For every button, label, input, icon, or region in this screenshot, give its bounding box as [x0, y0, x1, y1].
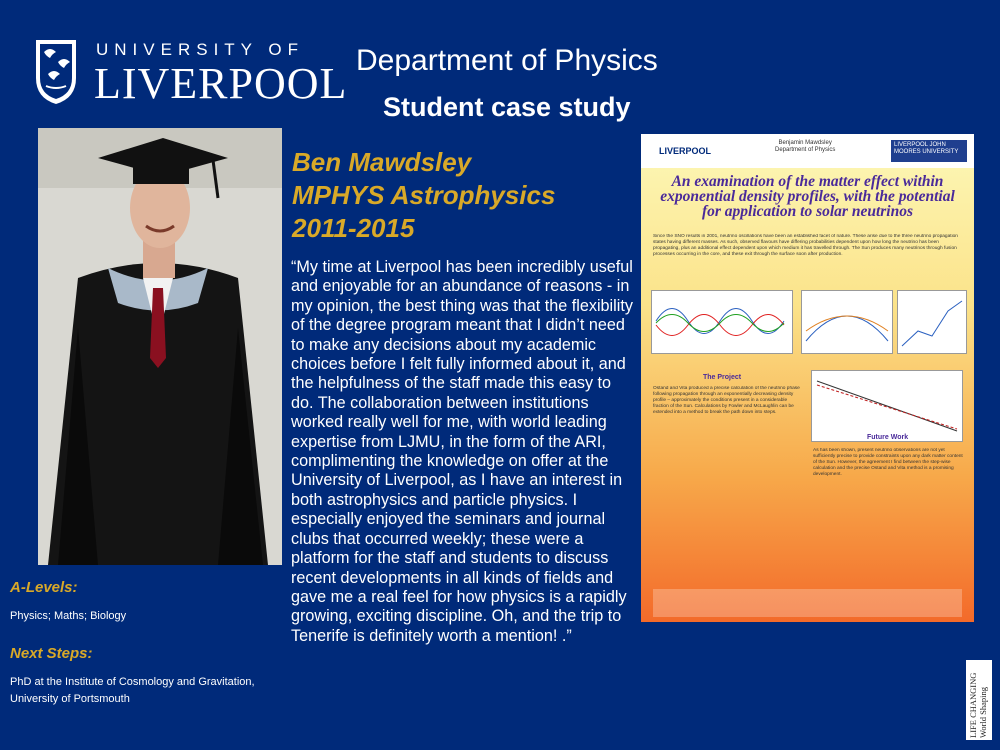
university-label-top: UNIVERSITY OF: [96, 40, 305, 59]
poster-project-heading: The Project: [703, 374, 742, 381]
university-label-main: LIVERPOOL: [94, 59, 348, 108]
badge-text: [968, 673, 988, 738]
poster-figure-2: [801, 290, 893, 354]
student-name: Ben Mawdsley: [292, 147, 472, 177]
poster-figure-3: [897, 290, 967, 354]
department-title: Department of Physics: [356, 44, 658, 77]
poster-author-dept: Department of Physics: [775, 147, 836, 153]
alevels-label: A-Levels:: [10, 579, 78, 596]
poster-future-text: As has been shown, present neutrino observations are not yet sufficiently precise to provide constraints upon any dark matter content of the Sun. However, the agreement I find between the step-wise calculation and the precise Ostand and Vita method is a promising development.: [813, 448, 963, 477]
badge-line-2: World Shaping: [978, 686, 988, 738]
crest-icon: [34, 38, 78, 106]
page-subtitle: Student case study: [383, 92, 631, 122]
poster-author-block: [775, 140, 835, 154]
research-poster: [641, 134, 974, 622]
poster-future-heading: Future Work: [867, 434, 909, 441]
poster-title: An examination of the matter effect within exponential density profiles, with the potential for application to solar neutrinos: [660, 173, 955, 220]
poster-figure-1: [651, 290, 793, 354]
alevels-value: Physics; Maths; Biology: [10, 610, 127, 622]
student-photo: [38, 128, 282, 565]
poster-intro: Since the SNO results in 2001, neutrino oscillations have been an established facet of nature. These arise due to the three neutrino propagation states having different masses. As such, observed flavours have differing probabilities dependent upon how long the neutrino has been propagating, plus an additional effect dependent upon which medium it has travelled through. The Sun produces many neutrinos through fusion processes occurring in the core, and these exit through the surface soon after production.: [653, 234, 958, 257]
student-quote: “My time at Liverpool has been incredibly useful and enjoyable for an abundance of reasons - in my opinion, the best thing was that the flexibility of the degree program meant that I didn’t need to make any decisions about my academic choices before I felt fully informed about it, and the helpfulness of the staff made this easy to do. The collaboration between institutions worked really well for me, with world leading expertise from LJMU, in the form of the ARI, complimenting the knowledge on offer at the University of Liverpool, as I have an interest in both astrophysics and particle physics. I especially enjoyed the seminars and journal clubs that occurred weekly; these were a platform for the staff and students to discuss recent developments in all kinds of fields and gave me a real feel for how physics is a rapidly growing, exciting discipline. Oh, and the trip to Tenerife is definitely worth a mention! .”: [291, 258, 633, 645]
poster-university-logo: LIVERPOOL: [659, 146, 712, 156]
next-steps-label: Next Steps:: [10, 645, 93, 662]
student-name-block: [292, 146, 555, 245]
poster-project-text: Ostand and Vita produced a precise calculation of the neutrino phase following propagation through an exponentially decreasing density profile – approximately the conditions present in a considerable fraction of the Sun. Calculations by Fowler and McLaughlin can be extended into a method to break the path down into steps.: [653, 386, 800, 415]
life-changing-badge: [966, 660, 992, 740]
poster-figure-4: [811, 370, 963, 442]
student-years: 2011-2015: [292, 213, 415, 243]
poster-ljmu-logo: LIVERPOOL JOHN MOORES UNIVERSITY: [891, 140, 967, 162]
poster-references: [653, 589, 962, 617]
next-steps-value: PhD at the Institute of Cosmology and Gravitation, University of Portsmouth: [10, 676, 255, 705]
badge-line-1: LIFE CHANGING: [968, 672, 978, 738]
student-course: MPHYS Astrophysics: [292, 180, 556, 210]
university-logo: [34, 38, 348, 110]
poster-author: Benjamin Mawdsley: [778, 140, 832, 146]
